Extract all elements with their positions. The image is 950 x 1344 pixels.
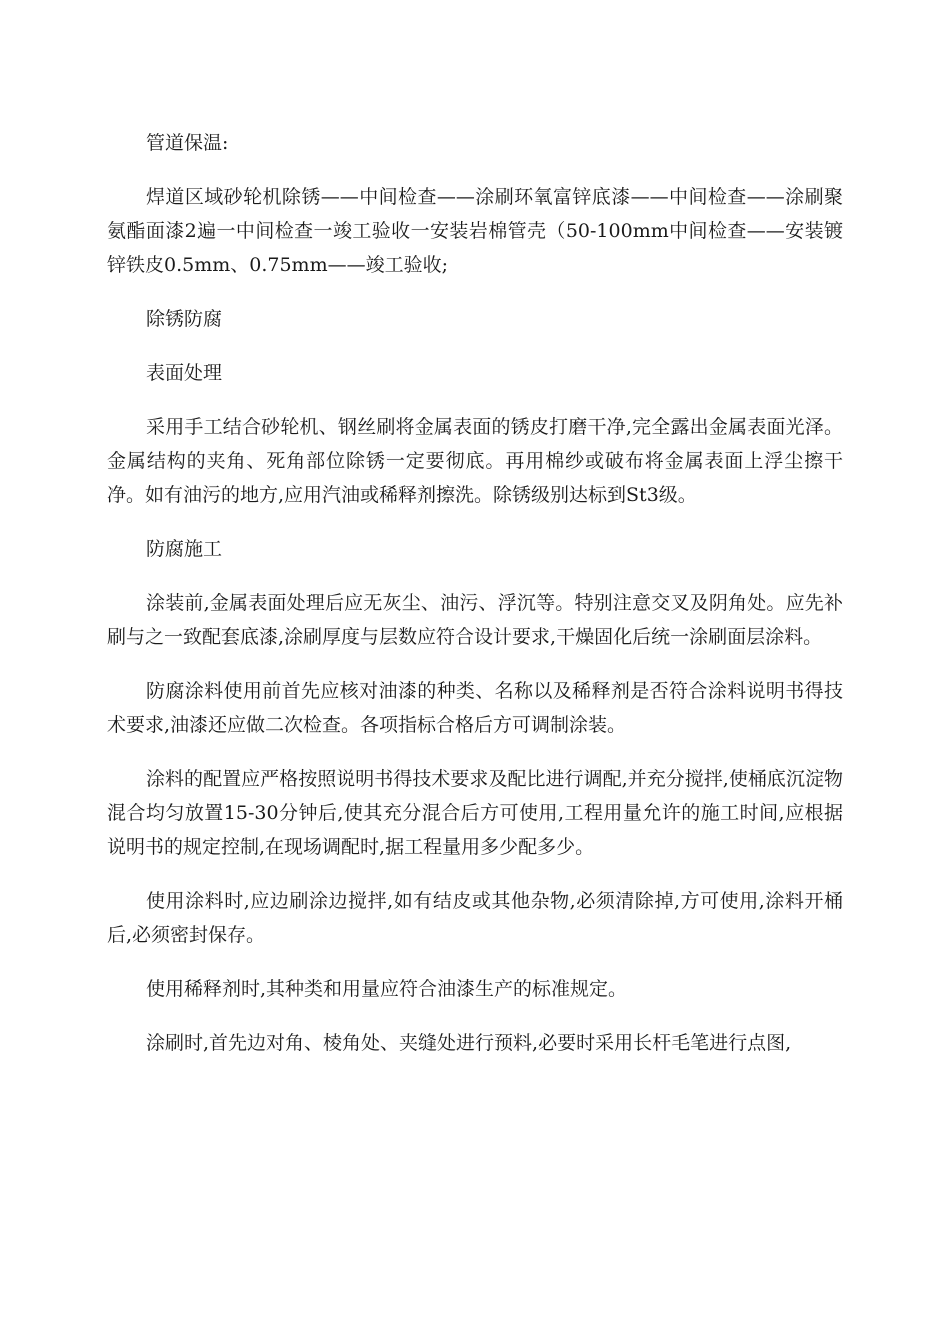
- section-heading-surface-treatment: 表面处理: [146, 362, 223, 384]
- section-heading-rust-removal: 除锈防腐: [146, 308, 223, 330]
- paragraph-pre-coating: 涂装前,金属表面处理后应无灰尘、油污、浮沉等。特别注意交叉及阴角处。应先补刷与之一致配套底漆,涂刷厚度与层数应符合设计要求,干燥固化后统一涂刷面层涂料。: [107, 592, 843, 648]
- paragraph-brushing: 涂刷时,首先边对角、棱角处、夹缝处进行预料,必要时采用长杆毛笔进行点图,: [146, 1032, 792, 1054]
- paragraph-coating-use: 使用涂料时,应边刷涂边搅拌,如有结皮或其他杂物,必须清除掉,方可使用,涂料开桶后,必须密封保存。: [107, 890, 843, 946]
- section-heading-pipe-insulation: 管道保温:: [146, 132, 229, 154]
- document-body: [107, 126, 843, 1080]
- paragraph-coating-check: 防腐涂料使用前首先应核对油漆的种类、名称以及稀释剂是否符合涂料说明书得技术要求,油漆还应做二次检查。各项指标合格后方可调制涂装。: [107, 680, 843, 736]
- section-heading-anticorrosion: 防腐施工: [146, 538, 223, 560]
- paragraph-coating-mixing: 涂料的配置应严格按照说明书得技术要求及配比进行调配,并充分搅拌,使桶底沉淀物混合均匀放置15-30分钟后,使其充分混合后方可使用,工程用量允许的施工时间,应根据说明书的规定控制,在现场调配时,据工程量用多少配多少。: [107, 768, 843, 858]
- paragraph-surface-treatment: 采用手工结合砂轮机、钢丝刷将金属表面的锈皮打磨干净,完全露出金属表面光泽。金属结构的夹角、死角部位除锈一定要彻底。再用棉纱或破布将金属表面上浮尘擦干净。如有油污的地方,应用汽油或稀释剂擦洗。除锈级别达标到St3级。: [107, 416, 843, 506]
- paragraph-insulation-process: 焊道区域砂轮机除锈——中间检查——涂刷环氧富锌底漆——中间检查——涂刷聚氨酯面漆2遍一中间检查一竣工验收一安装岩棉管壳（50-100mm中间检查——安装镀锌铁皮0.5mm、0.75mm——竣工验收;: [107, 186, 843, 276]
- paragraph-thinner-use: 使用稀释剂时,其种类和用量应符合油漆生产的标准规定。: [146, 978, 628, 1000]
